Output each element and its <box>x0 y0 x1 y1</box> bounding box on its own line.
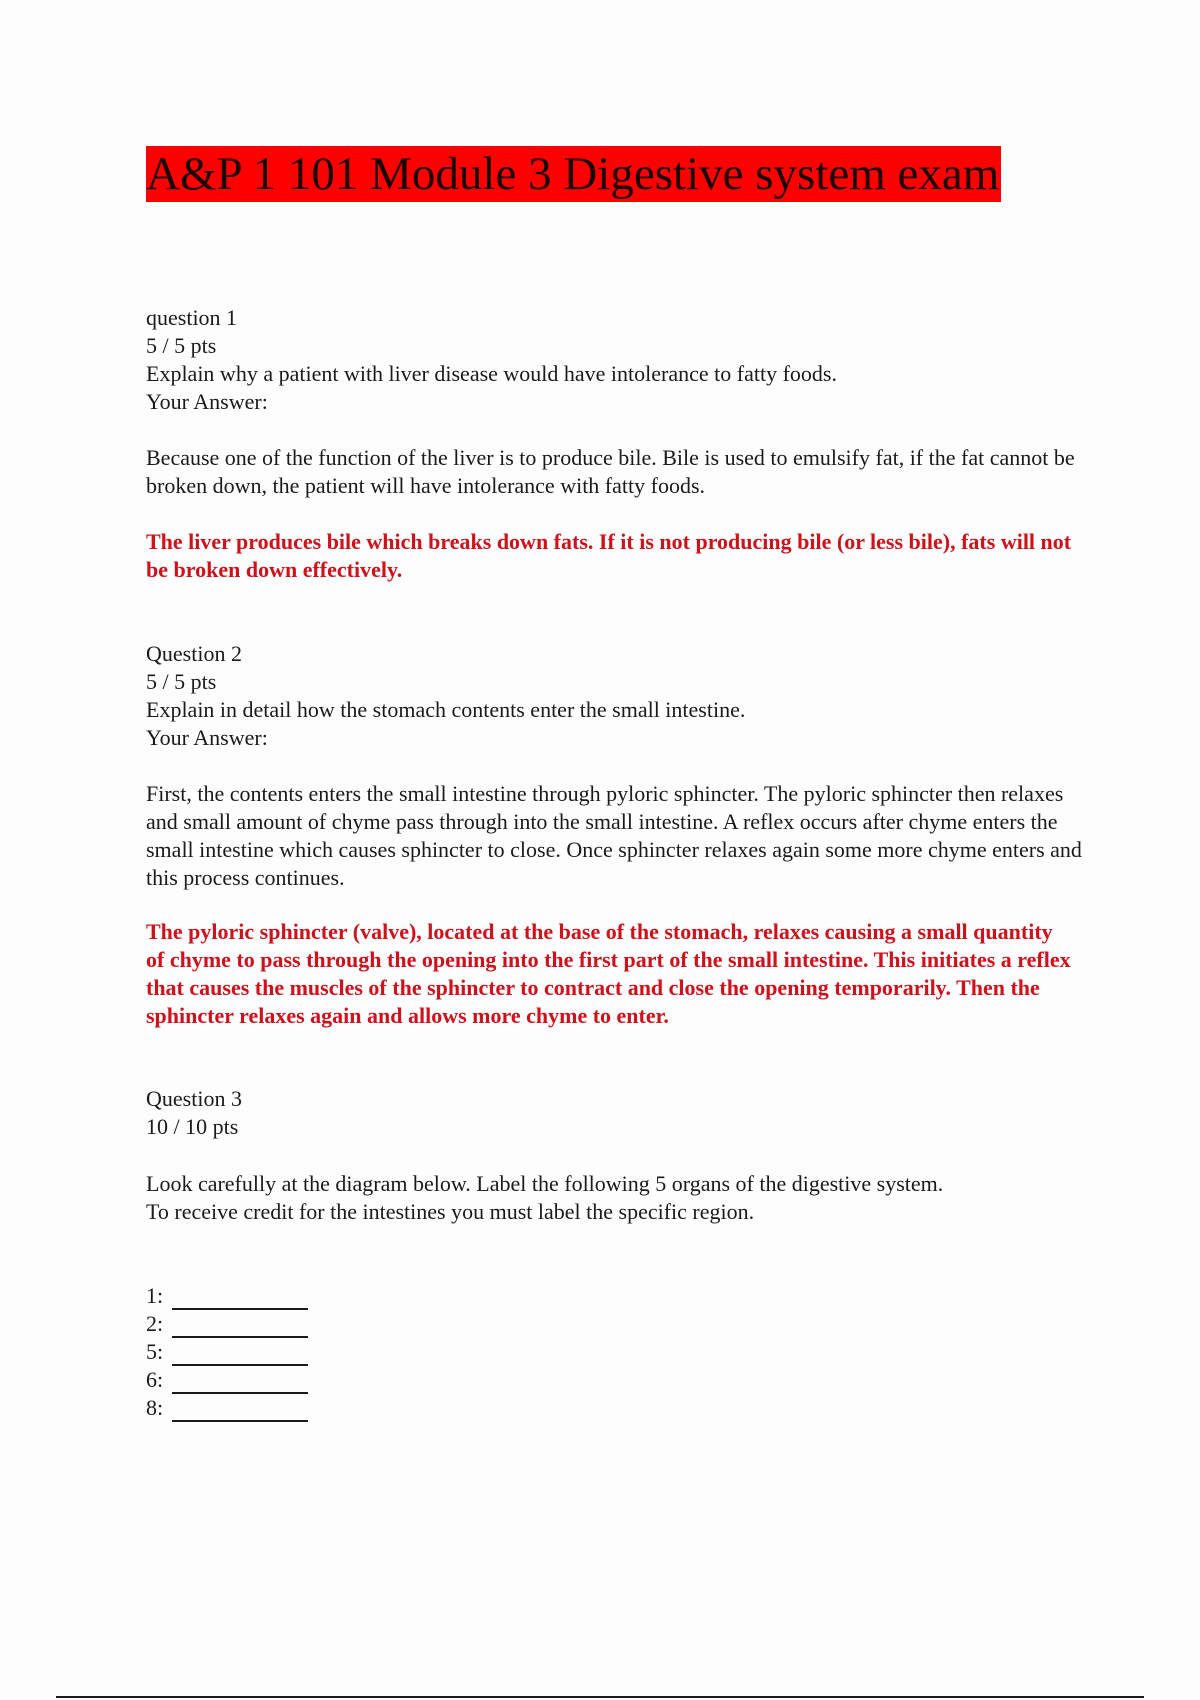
blank-line[interactable] <box>172 1370 308 1394</box>
answer-label: Your Answer: <box>146 389 268 414</box>
question-1-answer <box>146 444 1086 500</box>
student-answer: First, the contents enters the small intestine through pyloric sphincter. The pyloric sphincter then relaxes and small amount of chyme pass through into the small intestine. A reflex occurs after chyme enters the small intestine which causes sphincter to close. Once sphincter relaxes again some more chyme enters and this process continues. <box>146 781 1082 890</box>
blank-number: 2: <box>146 1311 164 1336</box>
question-points: 10 / 10 pts <box>146 1114 239 1139</box>
question-prompt-line-2: To receive credit for the intestines you must label the specific region. <box>146 1199 755 1224</box>
question-prompt-line-1: Look carefully at the diagram below. Label the following 5 organs of the digestive system. <box>146 1171 944 1196</box>
question-2 <box>146 640 1086 752</box>
question-points: 5 / 5 pts <box>146 669 217 694</box>
question-prompt: Explain why a patient with liver disease would have intolerance to fatty foods. <box>146 361 837 386</box>
correct-answer: The pyloric sphincter (valve), located at the base of the stomach, relaxes causing a small quantity of chyme to pass through the opening into the first part of the small intestine. This initiates a reflex that causes the muscles of the sphincter to contract and close the opening temporarily. Then the sphincter relaxes again and allows more chyme to enter. <box>146 919 1071 1028</box>
question-3-prompt <box>146 1170 1086 1226</box>
question-1-correct-answer <box>146 528 1096 584</box>
correct-answer: The liver produces bile which breaks down fats. If it is not producing bile (or less bile), fats will not be broken down effectively. <box>146 529 1072 582</box>
answer-label: Your Answer: <box>146 725 268 750</box>
blank-number: 5: <box>146 1339 164 1364</box>
blank-number: 6: <box>146 1367 164 1392</box>
question-2-answer <box>146 780 1096 892</box>
blank-line[interactable] <box>172 1398 308 1422</box>
label-blank-row <box>146 1310 1086 1338</box>
label-blank-row <box>146 1394 1086 1422</box>
question-prompt: Explain in detail how the stomach contents enter the small intestine. <box>146 697 746 722</box>
footer-divider <box>56 1696 1144 1698</box>
student-answer: Because one of the function of the liver is to produce bile. Bile is used to emulsify fat, if the fat cannot be broken down, the patient will have intolerance with fatty foods. <box>146 445 1075 498</box>
label-blanks <box>146 1282 1086 1422</box>
question-heading: Question 3 <box>146 1086 242 1111</box>
blank-number: 8: <box>146 1395 164 1420</box>
label-blank-row <box>146 1338 1086 1366</box>
question-2-correct-answer <box>146 918 1076 1030</box>
document-title: A&P 1 101 Module 3 Digestive system exam <box>146 148 1000 200</box>
label-blank-row <box>146 1282 1086 1310</box>
question-points: 5 / 5 pts <box>146 333 217 358</box>
label-blank-row <box>146 1366 1086 1394</box>
blank-line[interactable] <box>172 1342 308 1366</box>
blank-number: 1: <box>146 1283 164 1308</box>
question-1 <box>146 304 1086 416</box>
question-heading: question 1 <box>146 305 238 330</box>
blank-line[interactable] <box>172 1286 308 1310</box>
blank-line[interactable] <box>172 1314 308 1338</box>
question-3 <box>146 1085 1086 1141</box>
question-heading: Question 2 <box>146 641 242 666</box>
